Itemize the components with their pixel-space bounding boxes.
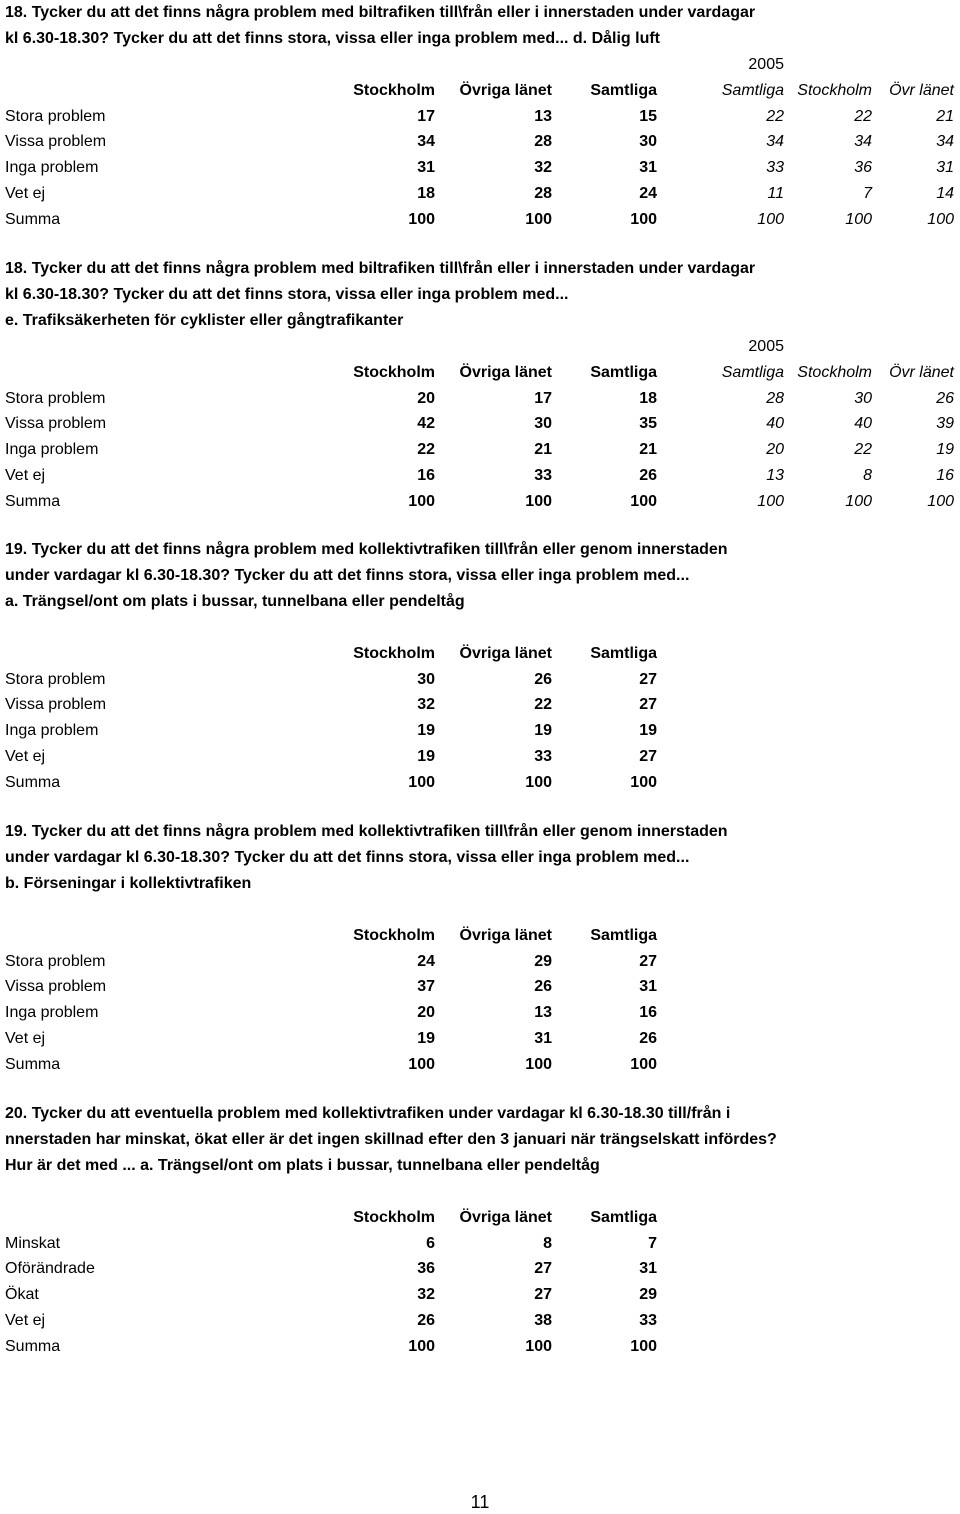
table-cell: 19 bbox=[936, 441, 954, 459]
table-cell: 100 bbox=[757, 492, 784, 510]
table-cell: 16 bbox=[417, 466, 435, 484]
table-cell: 100 bbox=[845, 210, 872, 228]
table-cell: 35 bbox=[639, 415, 657, 433]
row-label: Stora problem bbox=[5, 389, 106, 407]
table-cell: 19 bbox=[417, 722, 435, 740]
table-cell: 33 bbox=[534, 747, 552, 765]
table-cell: 100 bbox=[525, 1055, 552, 1073]
table-row bbox=[0, 1334, 960, 1360]
table-row bbox=[0, 1026, 960, 1052]
col-header-2005-ovr-lanet: Övr länet bbox=[889, 81, 954, 99]
table-cell: 22 bbox=[854, 107, 872, 125]
question-line: 18. Tycker du att det finns några problem med biltrafiken till\från eller i innerstaden under vardagar bbox=[5, 260, 756, 277]
row-label: Minskat bbox=[5, 1234, 61, 1252]
data-table bbox=[0, 615, 960, 796]
data-table bbox=[0, 334, 960, 515]
col-header-2005-stockholm: Stockholm bbox=[797, 81, 872, 99]
table-row bbox=[0, 1000, 960, 1026]
year-row bbox=[0, 52, 960, 78]
section-19a bbox=[0, 537, 960, 796]
table-cell: 33 bbox=[534, 466, 552, 484]
table-cell: 37 bbox=[417, 978, 435, 996]
question-line: e. Trafiksäkerheten för cyklister eller gångtrafikanter bbox=[5, 312, 404, 329]
row-label: Vet ej bbox=[5, 184, 46, 202]
col-header-samtliga: Samtliga bbox=[590, 644, 657, 662]
table-cell: 100 bbox=[927, 492, 954, 510]
table-cell: 11 bbox=[767, 184, 784, 202]
table-cell: 8 bbox=[543, 1234, 552, 1252]
table-cell: 100 bbox=[630, 210, 657, 228]
row-label: Vissa problem bbox=[5, 696, 107, 714]
col-header-stockholm: Stockholm bbox=[353, 81, 435, 99]
table-cell: 19 bbox=[534, 722, 552, 740]
section-20a bbox=[0, 1101, 960, 1360]
table-cell: 33 bbox=[639, 1311, 657, 1329]
year-row bbox=[0, 334, 960, 360]
table-cell: 34 bbox=[417, 133, 435, 151]
table-cell: 40 bbox=[766, 415, 784, 433]
table-cell: 36 bbox=[854, 159, 872, 177]
table-cell: 30 bbox=[534, 415, 552, 433]
question-line: 18. Tycker du att det finns några problem med biltrafiken till\från eller i innerstaden under vardagar bbox=[5, 4, 756, 21]
header-row bbox=[0, 360, 960, 386]
row-label: Stora problem bbox=[5, 670, 106, 688]
col-header-stockholm: Stockholm bbox=[353, 644, 435, 662]
section-18e bbox=[0, 256, 960, 515]
row-label: Summa bbox=[5, 1337, 61, 1355]
section-19b bbox=[0, 819, 960, 1078]
table-row bbox=[0, 1231, 960, 1257]
table-row bbox=[0, 1308, 960, 1334]
question-line: nnerstaden har minskat, ökat eller är det ingen skillnad efter den 3 januari när trängselskatt infördes? bbox=[5, 1131, 777, 1148]
table-cell: 7 bbox=[648, 1234, 657, 1252]
col-header-ovriga-lanet: Övriga länet bbox=[459, 926, 552, 944]
table-cell: 26 bbox=[936, 389, 954, 407]
row-label: Inga problem bbox=[5, 159, 99, 177]
table-row bbox=[0, 1282, 960, 1308]
table-cell: 100 bbox=[630, 773, 657, 791]
table-row bbox=[0, 1256, 960, 1282]
table-cell: 27 bbox=[639, 670, 657, 688]
table-row bbox=[0, 489, 960, 515]
table-cell: 100 bbox=[630, 1337, 657, 1355]
col-header-2005-ovr-lanet: Övr länet bbox=[889, 363, 954, 381]
question-line: a. Trängsel/ont om plats i bussar, tunnelbana eller pendeltåg bbox=[5, 593, 465, 610]
table-cell: 100 bbox=[525, 210, 552, 228]
table-cell: 38 bbox=[534, 1311, 552, 1329]
question-line: b. Förseningar i kollektivtrafiken bbox=[5, 875, 252, 892]
table-cell: 13 bbox=[534, 107, 552, 125]
table-cell: 32 bbox=[417, 696, 435, 714]
table-cell: 40 bbox=[854, 415, 872, 433]
spacer-row bbox=[0, 615, 960, 641]
col-header-2005-samtliga: Samtliga bbox=[721, 81, 784, 99]
table-cell: 29 bbox=[534, 952, 552, 970]
table-cell: 19 bbox=[639, 722, 657, 740]
header-row bbox=[0, 923, 960, 949]
table-cell: 20 bbox=[417, 1004, 435, 1022]
table-cell: 18 bbox=[639, 389, 657, 407]
table-row bbox=[0, 744, 960, 770]
question-line: under vardagar kl 6.30-18.30? Tycker du att det finns stora, vissa eller inga problem med... bbox=[5, 849, 690, 866]
table-cell: 8 bbox=[863, 466, 872, 484]
table-cell: 100 bbox=[408, 1337, 435, 1355]
row-label: Vissa problem bbox=[5, 133, 107, 151]
table-cell: 31 bbox=[639, 159, 657, 177]
row-label: Inga problem bbox=[5, 1004, 99, 1022]
row-label: Stora problem bbox=[5, 107, 106, 125]
spacer-row bbox=[0, 1179, 960, 1205]
table-cell: 31 bbox=[639, 1260, 657, 1278]
question-line: under vardagar kl 6.30-18.30? Tycker du att det finns stora, vissa eller inga problem med... bbox=[5, 567, 690, 584]
table-cell: 30 bbox=[639, 133, 657, 151]
table-cell: 27 bbox=[639, 747, 657, 765]
data-table bbox=[0, 897, 960, 1078]
table-cell: 28 bbox=[534, 133, 552, 151]
table-cell: 18 bbox=[417, 184, 435, 202]
table-cell: 31 bbox=[639, 978, 657, 996]
col-header-samtliga: Samtliga bbox=[590, 81, 657, 99]
table-cell: 100 bbox=[525, 773, 552, 791]
row-label: Inga problem bbox=[5, 722, 99, 740]
table-cell: 31 bbox=[936, 159, 954, 177]
col-header-2005-samtliga: Samtliga bbox=[721, 363, 784, 381]
table-cell: 27 bbox=[639, 696, 657, 714]
spacer-row bbox=[0, 897, 960, 923]
table-row bbox=[0, 718, 960, 744]
table-cell: 26 bbox=[639, 1029, 657, 1047]
table-cell: 28 bbox=[766, 389, 784, 407]
row-label: Inga problem bbox=[5, 441, 99, 459]
table-cell: 29 bbox=[639, 1286, 657, 1304]
row-label: Summa bbox=[5, 210, 61, 228]
header-row bbox=[0, 641, 960, 667]
row-label: Vet ej bbox=[5, 747, 46, 765]
row-label: Vet ej bbox=[5, 1311, 46, 1329]
table-cell: 21 bbox=[936, 107, 954, 125]
year-label: 2005 bbox=[748, 56, 784, 73]
table-row bbox=[0, 207, 960, 233]
table-cell: 16 bbox=[639, 1004, 657, 1022]
table-cell: 34 bbox=[854, 133, 872, 151]
table-cell: 21 bbox=[639, 441, 657, 459]
table-cell: 100 bbox=[757, 210, 784, 228]
table-cell: 19 bbox=[417, 1029, 435, 1047]
table-cell: 20 bbox=[766, 441, 784, 459]
table-cell: 100 bbox=[408, 773, 435, 791]
col-header-ovriga-lanet: Övriga länet bbox=[459, 644, 552, 662]
table-row bbox=[0, 667, 960, 693]
question-line: 20. Tycker du att eventuella problem med kollektivtrafiken under vardagar kl 6.30-18.30 till/från i bbox=[5, 1105, 731, 1122]
col-header-samtliga: Samtliga bbox=[590, 363, 657, 381]
row-label: Oförändrade bbox=[5, 1260, 95, 1278]
question-line: 19. Tycker du att det finns några problem med kollektivtrafiken till\från eller genom innerstaden bbox=[5, 541, 728, 558]
table-cell: 100 bbox=[408, 1055, 435, 1073]
table-cell: 22 bbox=[534, 696, 552, 714]
table-cell: 26 bbox=[534, 978, 552, 996]
row-label: Vissa problem bbox=[5, 415, 107, 433]
table-cell: 22 bbox=[854, 441, 872, 459]
year-label: 2005 bbox=[748, 338, 784, 355]
table-cell: 14 bbox=[936, 184, 954, 202]
table-cell: 27 bbox=[639, 952, 657, 970]
col-header-stockholm: Stockholm bbox=[353, 926, 435, 944]
table-cell: 20 bbox=[417, 389, 435, 407]
col-header-ovriga-lanet: Övriga länet bbox=[459, 81, 552, 99]
table-cell: 31 bbox=[534, 1029, 552, 1047]
table-row bbox=[0, 949, 960, 975]
table-cell: 22 bbox=[417, 441, 435, 459]
question-line: kl 6.30-18.30? Tycker du att det finns stora, vissa eller inga problem med... bbox=[5, 286, 569, 303]
table-cell: 30 bbox=[417, 670, 435, 688]
table-cell: 100 bbox=[630, 1055, 657, 1073]
table-row bbox=[0, 104, 960, 130]
table-cell: 15 bbox=[639, 107, 657, 125]
row-label: Ökat bbox=[5, 1286, 39, 1304]
row-label: Vissa problem bbox=[5, 978, 107, 996]
table-row bbox=[0, 181, 960, 207]
row-label: Summa bbox=[5, 1055, 61, 1073]
table-row bbox=[0, 1052, 960, 1078]
table-cell: 100 bbox=[408, 210, 435, 228]
table-cell: 13 bbox=[766, 466, 784, 484]
table-cell: 100 bbox=[630, 492, 657, 510]
table-cell: 28 bbox=[534, 184, 552, 202]
col-header-samtliga: Samtliga bbox=[590, 1208, 657, 1226]
table-cell: 26 bbox=[417, 1311, 435, 1329]
table-row bbox=[0, 692, 960, 718]
table-row bbox=[0, 463, 960, 489]
table-cell: 26 bbox=[639, 466, 657, 484]
table-cell: 100 bbox=[408, 492, 435, 510]
table-cell: 16 bbox=[936, 466, 954, 484]
table-row bbox=[0, 155, 960, 181]
table-cell: 36 bbox=[417, 1260, 435, 1278]
table-cell: 34 bbox=[766, 133, 784, 151]
table-row bbox=[0, 974, 960, 1000]
col-header-samtliga: Samtliga bbox=[590, 926, 657, 944]
table-cell: 34 bbox=[936, 133, 954, 151]
table-cell: 24 bbox=[417, 952, 435, 970]
data-table bbox=[0, 1179, 960, 1360]
table-cell: 33 bbox=[766, 159, 784, 177]
question-line: Hur är det med ... a. Trängsel/ont om plats i bussar, tunnelbana eller pendeltåg bbox=[5, 1157, 600, 1174]
header-row bbox=[0, 78, 960, 104]
table-cell: 100 bbox=[525, 1337, 552, 1355]
table-cell: 32 bbox=[417, 1286, 435, 1304]
table-cell: 32 bbox=[534, 159, 552, 177]
question-line: kl 6.30-18.30? Tycker du att det finns stora, vissa eller inga problem med... d. Dålig luft bbox=[5, 30, 661, 47]
table-cell: 30 bbox=[854, 389, 872, 407]
row-label: Stora problem bbox=[5, 952, 106, 970]
header-row bbox=[0, 1205, 960, 1231]
data-table bbox=[0, 52, 960, 233]
table-cell: 7 bbox=[863, 184, 872, 202]
table-cell: 31 bbox=[417, 159, 435, 177]
table-cell: 42 bbox=[417, 415, 435, 433]
question-line: 19. Tycker du att det finns några problem med kollektivtrafiken till\från eller genom innerstaden bbox=[5, 823, 728, 840]
table-cell: 22 bbox=[766, 107, 784, 125]
table-cell: 13 bbox=[534, 1004, 552, 1022]
row-label: Vet ej bbox=[5, 466, 46, 484]
table-cell: 19 bbox=[417, 747, 435, 765]
col-header-ovriga-lanet: Övriga länet bbox=[459, 1208, 552, 1226]
table-row bbox=[0, 129, 960, 155]
table-cell: 100 bbox=[845, 492, 872, 510]
page-number: 11 bbox=[470, 1492, 490, 1512]
col-header-2005-stockholm: Stockholm bbox=[797, 363, 872, 381]
row-label: Summa bbox=[5, 773, 61, 791]
table-cell: 21 bbox=[534, 441, 552, 459]
table-cell: 17 bbox=[534, 389, 552, 407]
table-cell: 27 bbox=[534, 1260, 552, 1278]
table-cell: 17 bbox=[417, 107, 435, 125]
table-row bbox=[0, 437, 960, 463]
row-label: Summa bbox=[5, 492, 61, 510]
section-18d bbox=[0, 0, 960, 233]
col-header-stockholm: Stockholm bbox=[353, 1208, 435, 1226]
table-cell: 6 bbox=[426, 1234, 435, 1252]
table-cell: 100 bbox=[927, 210, 954, 228]
table-row bbox=[0, 770, 960, 796]
col-header-stockholm: Stockholm bbox=[353, 363, 435, 381]
table-cell: 100 bbox=[525, 492, 552, 510]
table-cell: 26 bbox=[534, 670, 552, 688]
row-label: Vet ej bbox=[5, 1029, 46, 1047]
table-cell: 24 bbox=[639, 184, 657, 202]
table-cell: 27 bbox=[534, 1286, 552, 1304]
table-row bbox=[0, 386, 960, 412]
col-header-ovriga-lanet: Övriga länet bbox=[459, 363, 552, 381]
table-cell: 39 bbox=[936, 415, 954, 433]
table-row bbox=[0, 411, 960, 437]
